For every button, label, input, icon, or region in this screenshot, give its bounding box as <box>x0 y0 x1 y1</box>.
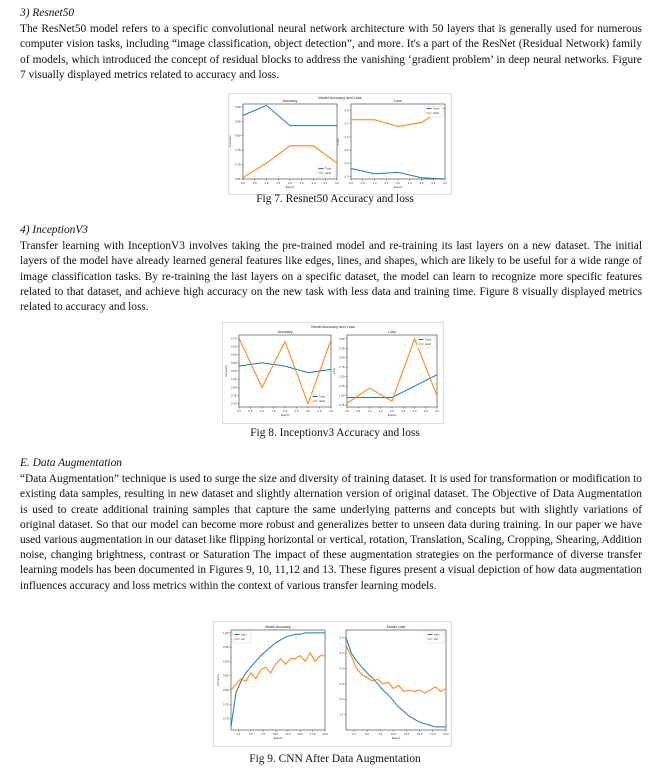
legend-label: Train <box>325 166 332 171</box>
y-tick-label: 0.95 <box>223 645 229 650</box>
x-tick-label: 1.5 <box>276 181 281 185</box>
x-tick-label: 0.5 <box>360 181 365 185</box>
x-tick-label: 0.5 <box>356 409 361 413</box>
series-line-val <box>346 645 446 693</box>
section-inceptionv3 <box>20 223 642 315</box>
y-tick-label: 0.65 <box>235 177 241 181</box>
y-tick-label: 0.75 <box>223 702 229 707</box>
x-axis-label: Epoch <box>273 736 283 740</box>
x-tick-label: 0.0 <box>349 181 353 185</box>
y-tick-label: 0.55 <box>231 360 237 365</box>
y-tick-label: 0.70 <box>235 162 241 167</box>
y-tick-label: 1.00 <box>223 630 229 635</box>
y-tick-label: 0.70 <box>223 716 229 721</box>
x-tick-label: 2.5 <box>236 732 241 736</box>
x-tick-label: 1.0 <box>264 181 269 185</box>
y-tick-label: 0.45 <box>231 377 237 382</box>
x-tick-label: 2.0 <box>283 409 287 413</box>
plot-frame <box>346 630 446 730</box>
panel-title: Loss <box>388 330 396 334</box>
x-axis-label: Epoch <box>285 185 295 189</box>
y-tick-label: 0.40 <box>231 385 237 390</box>
x-tick-label: 2.0 <box>288 181 292 185</box>
x-tick-label: 5.0 <box>365 732 369 736</box>
y-tick-label: 0.80 <box>223 688 229 692</box>
y-tick-label: 0.90 <box>235 104 241 109</box>
panel-title: Accuracy <box>282 99 298 103</box>
series-line-train <box>243 105 337 125</box>
x-axis-label: Epoch <box>280 413 290 417</box>
x-tick-label: 5.0 <box>248 732 253 736</box>
series-line-train <box>346 638 446 727</box>
x-tick-label: 2.0 <box>396 181 400 185</box>
y-tick-label: 0.60 <box>231 352 237 357</box>
y-axis-label: Accuracy <box>216 673 220 687</box>
y-tick-label: 0.5 <box>339 651 344 656</box>
fig9-chart <box>214 622 451 746</box>
section-paragraph: Transfer learning with InceptionV3 involves taking the pre-trained model and re-training its last layers on a new dataset. The initial layers of the model have already learned general features like edges, lines, and shapes, which are likely to be useful for a wide range of image classification tasks. By re-training the last layers on a specific dataset, the model can learn to recognize more specific features related to that dataset, and achieve high accuracy on the new task with less data and training time. Figure 8 visually displayed metrics related to accuracy and loss. <box>20 240 642 314</box>
x-tick-label: 10.0 <box>272 732 279 736</box>
x-tick-label: 2.5 <box>351 732 356 736</box>
section-paragraph: “Data Augmentation” technique is used to surge the size and diversity of training dataset. It is used for transformation or modification to existing data samples, resulting in new dataset and slightly alternation version of original dataset. The Objective of Data Augmentation is used to create additional training samples that capture the same underlying patterns and concepts but with slightly variations of original dataset. So that our model can become more robust and generalizes better to unseen data during training. In our paper we have used various augmentation in our dataset like flipping horizontal or vertical, rotation, Translation, Scaling, Cropping, Shearing, Addition noise, changing brightness, contrast or Saturation The impact of these augmentation strategies on the performance of diverse transfer learning models has been documented in Figures 9, 10, 11,12 and 13. These figures present a visual depiction of how data augmentation influences accuracy and loss metrics within the context of various transfer learning models. <box>20 473 642 592</box>
fig7-chart <box>229 94 451 194</box>
panel-title: Accuracy <box>277 330 293 334</box>
x-axis-label: Epoch <box>387 413 397 417</box>
figure-title: Model Accuracy and Loss <box>318 96 362 100</box>
x-tick-label: 4.0 <box>443 181 447 185</box>
y-tick-label: 0.4 <box>339 666 344 671</box>
y-tick-label: 0.8 <box>344 108 349 113</box>
y-tick-label: 0.3 <box>339 681 344 686</box>
section-heading: 4) InceptionV3 <box>20 224 89 236</box>
y-tick-label: 0.35 <box>231 393 237 398</box>
figure-caption: Fig 8. Inceptionv3 Accuracy and loss <box>250 427 420 439</box>
y-tick-label: 0.7 <box>344 121 349 126</box>
plot-frame <box>231 630 325 730</box>
legend-label: Valid <box>319 399 326 403</box>
series-line-val <box>231 653 325 690</box>
x-tick-label: 0.0 <box>241 181 245 185</box>
x-tick-label: 0.0 <box>345 409 349 413</box>
x-tick-label: 3.5 <box>423 409 428 413</box>
y-axis-label: Accuracy <box>224 364 228 378</box>
x-tick-label: 3.5 <box>323 181 328 185</box>
x-tick-label: 2.0 <box>390 409 394 413</box>
x-tick-label: 4.0 <box>435 409 439 413</box>
y-tick-label: 0.6 <box>344 134 349 139</box>
x-axis-label: Epoch <box>391 736 401 740</box>
y-tick-label: 0.80 <box>235 133 241 138</box>
x-tick-label: 2.5 <box>294 409 299 413</box>
x-tick-label: 15.0 <box>416 732 423 736</box>
series-line-valid <box>347 339 437 403</box>
y-tick-label: 2.25 <box>339 346 345 351</box>
y-tick-label: 0.6 <box>339 635 344 640</box>
x-tick-label: 1.0 <box>260 409 264 413</box>
y-axis-label: Loss <box>332 367 336 375</box>
y-tick-label: 0.85 <box>223 673 229 678</box>
y-tick-label: 0.70 <box>231 336 237 341</box>
x-tick-label: 2.5 <box>407 181 412 185</box>
y-tick-label: 0.85 <box>235 119 241 124</box>
y-tick-label: 0.90 <box>223 659 229 664</box>
legend-label: train <box>434 632 440 637</box>
y-tick-label: 1.75 <box>339 365 345 370</box>
series-line-train <box>351 169 445 180</box>
y-tick-label: 2.00 <box>339 355 345 360</box>
section-heading: 3) Resnet50 <box>20 7 75 19</box>
x-tick-label: 3.0 <box>311 181 316 185</box>
x-tick-label: 3.0 <box>412 409 417 413</box>
x-tick-label: 1.5 <box>271 409 276 413</box>
x-tick-label: 7.5 <box>378 732 383 736</box>
x-tick-label: 3.0 <box>419 181 424 185</box>
y-axis-label: Loss <box>336 138 340 145</box>
y-tick-label: 0.2 <box>339 697 344 702</box>
x-tick-label: 10.0 <box>390 732 397 736</box>
x-tick-label: 2.5 <box>299 181 304 185</box>
x-tick-label: 0.5 <box>248 409 253 413</box>
x-tick-label: 1.5 <box>378 409 383 413</box>
x-tick-label: 4.0 <box>335 181 339 185</box>
y-tick-label: 0.30 <box>231 401 237 406</box>
legend-label: Train <box>433 106 440 111</box>
y-axis-label: Accuracy <box>228 135 232 148</box>
section-resnet50 <box>20 6 642 83</box>
figure-caption: Fig 9. CNN After Data Augmentation <box>249 753 421 765</box>
x-tick-label: 1.5 <box>384 181 389 185</box>
y-tick-label: 0.50 <box>231 369 237 373</box>
x-tick-label: 15.0 <box>297 732 303 736</box>
x-tick-label: 0.5 <box>252 181 257 185</box>
figure-7 <box>228 93 452 195</box>
legend-label: Train <box>319 394 326 399</box>
legend-label: Valid <box>325 171 332 175</box>
legend-label: val <box>434 637 438 641</box>
fig8-chart <box>223 323 443 423</box>
x-tick-label: 12.5 <box>285 732 291 736</box>
panel-title: Loss <box>394 99 402 103</box>
x-tick-label: 17.5 <box>430 732 436 736</box>
y-tick-label: 1.50 <box>339 374 345 379</box>
legend-label: Valid <box>433 111 440 115</box>
y-tick-label: 1.25 <box>339 384 345 389</box>
figure-title: Model Accuracy and Loss <box>311 325 355 329</box>
series-line-train <box>231 633 325 727</box>
section-paragraph: The ResNet50 model refers to a specific convolutional neural network architecture with 50 layers that is generally used for numerous computer vision tasks, including “image classification, object detection”, and more. It's a part of the ResNet (Residual Network) family of models, which introduced the concept of residual blocks to address the vanishing ‘gradient problem’ in deep neural networks. Figure 7 visually displayed metrics related to accuracy and loss. <box>20 23 642 81</box>
panel-title: Model Loss <box>386 625 406 629</box>
y-tick-label: 0.75 <box>235 148 241 153</box>
section-data-augmentation <box>20 456 642 594</box>
y-tick-label: 0.1 <box>339 712 344 717</box>
legend-label: Train <box>425 337 432 342</box>
x-tick-label: 20.0 <box>443 732 449 736</box>
y-tick-label: 0.65 <box>231 344 237 349</box>
x-tick-label: 12.5 <box>403 732 410 736</box>
x-tick-label: 0.0 <box>237 409 241 413</box>
y-tick-label: 0.5 <box>344 148 349 153</box>
x-tick-label: 17.5 <box>309 732 316 736</box>
y-tick-label: 2.50 <box>339 336 345 341</box>
x-tick-label: 3.5 <box>317 409 322 413</box>
figure-9 <box>213 621 452 747</box>
legend-label: Valid <box>425 342 432 346</box>
x-tick-label: 3.0 <box>306 409 310 413</box>
x-tick-label: 2.5 <box>401 409 406 413</box>
x-tick-label: 1.0 <box>367 409 372 413</box>
panel-title: Model Accuracy <box>265 625 291 629</box>
section-heading: E. Data Augmentation <box>20 457 122 469</box>
y-tick-label: 0.4 <box>344 161 349 166</box>
legend-label: val <box>241 637 245 641</box>
y-tick-label: 0.3 <box>344 174 349 179</box>
x-tick-label: 1.0 <box>372 181 377 185</box>
legend-label: train <box>241 632 247 637</box>
y-tick-label: 0.75 <box>339 403 345 408</box>
x-tick-label: 20.0 <box>322 732 328 736</box>
x-axis-label: Epoch <box>393 185 403 189</box>
y-tick-label: 1.00 <box>339 393 345 398</box>
x-tick-label: 4.0 <box>329 409 333 413</box>
x-tick-label: 3.5 <box>431 181 436 185</box>
figure-caption: Fig 7. Resnet50 Accuracy and loss <box>256 193 414 205</box>
figure-8 <box>222 322 444 424</box>
x-tick-label: 7.5 <box>261 732 266 736</box>
